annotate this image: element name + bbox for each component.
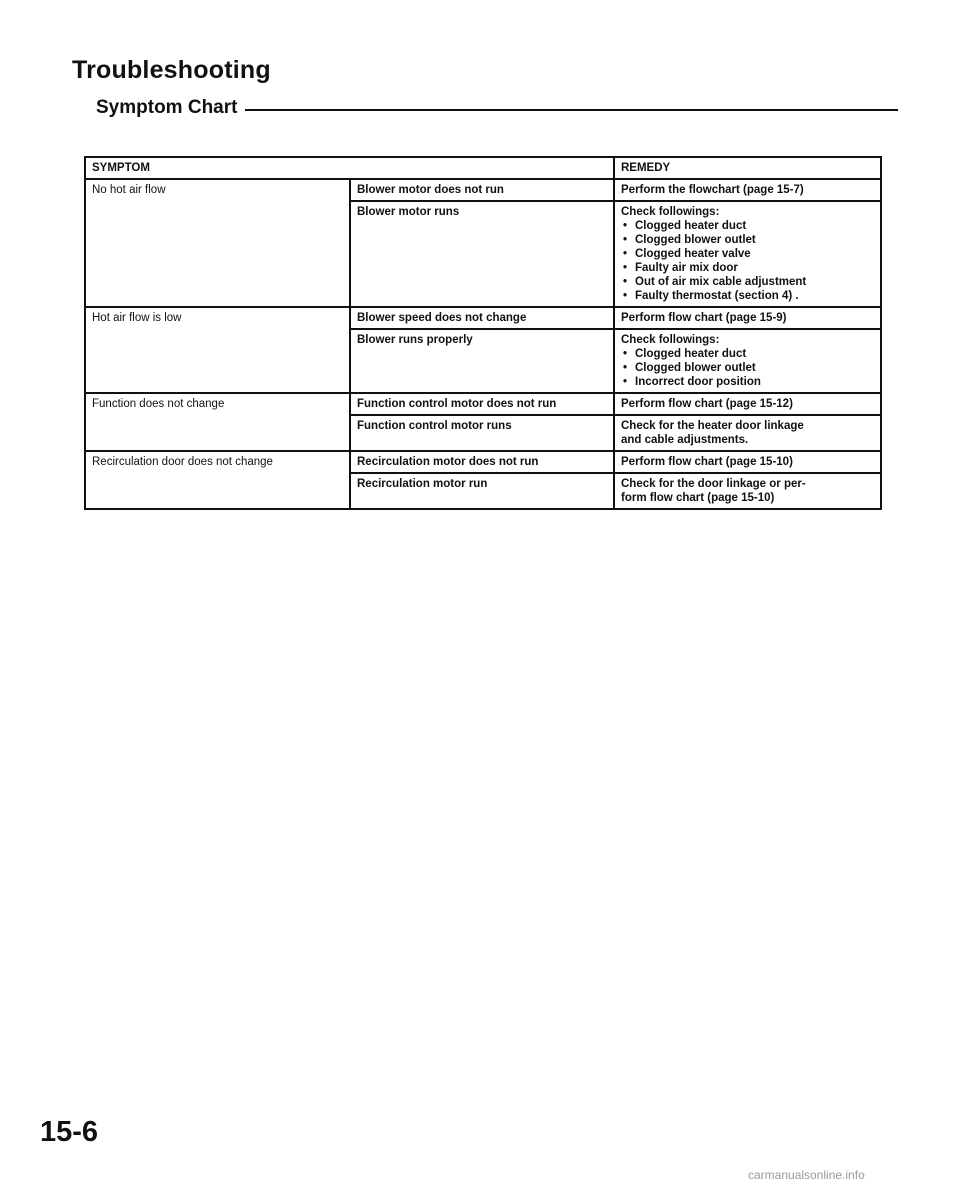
heading-rule bbox=[245, 109, 898, 111]
table-row bbox=[85, 451, 881, 473]
remedy-text: Check for the door linkage or per- bbox=[621, 478, 806, 490]
remedy-bullet-item: • Clogged heater duct bbox=[621, 219, 874, 233]
section-heading bbox=[96, 96, 898, 120]
remedy-cell bbox=[614, 451, 881, 473]
remedy-text: Check followings: bbox=[621, 334, 720, 346]
symptom-cell: Function does not change bbox=[85, 393, 350, 451]
symptom-cell: Hot air flow is low bbox=[85, 307, 350, 393]
symptom-table bbox=[84, 156, 882, 510]
remedy-text: Perform flow chart (page 15-9) bbox=[621, 312, 787, 324]
page-number: 15-6 bbox=[40, 1116, 99, 1148]
remedy-text: Check for the heater door linkage bbox=[621, 420, 804, 432]
remedy-text: Perform the flowchart (page 15-7) bbox=[621, 184, 804, 196]
remedy-bullet-item: • Incorrect door position bbox=[621, 375, 874, 389]
symptom-cell: No hot air flow bbox=[85, 179, 350, 307]
condition-cell: Blower motor runs bbox=[350, 201, 614, 307]
remedy-text: Check followings: bbox=[621, 206, 720, 218]
remedy-bullet-list bbox=[621, 219, 874, 303]
remedy-bullet-item: • Clogged blower outlet bbox=[621, 233, 874, 247]
condition-cell: Function control motor runs bbox=[350, 415, 614, 451]
condition-cell: Function control motor does not run bbox=[350, 393, 614, 415]
remedy-text: Perform flow chart (page 15-10) bbox=[621, 456, 793, 468]
remedy-bullet-item: • Clogged heater duct bbox=[621, 347, 874, 361]
condition-cell: Blower speed does not change bbox=[350, 307, 614, 329]
remedy-cell bbox=[614, 329, 881, 393]
condition-cell: Blower runs properly bbox=[350, 329, 614, 393]
remedy-cell bbox=[614, 393, 881, 415]
remedy-text: form flow chart (page 15-10) bbox=[621, 492, 775, 504]
watermark: carmanualsonline.info bbox=[748, 1168, 865, 1182]
section-subtitle: Symptom Chart bbox=[96, 97, 238, 118]
symptom-cell: Recirculation door does not change bbox=[85, 451, 350, 509]
table-header-row bbox=[85, 157, 881, 179]
remedy-cell bbox=[614, 201, 881, 307]
remedy-cell bbox=[614, 415, 881, 451]
table-row bbox=[85, 179, 881, 201]
remedy-bullet-item: • Clogged heater valve bbox=[621, 247, 874, 261]
remedy-cell bbox=[614, 179, 881, 201]
condition-cell: Blower motor does not run bbox=[350, 179, 614, 201]
remedy-text: and cable adjustments. bbox=[621, 434, 749, 446]
remedy-cell bbox=[614, 307, 881, 329]
remedy-bullet-item: • Faulty air mix door bbox=[621, 261, 874, 275]
header-symptom: SYMPTOM bbox=[85, 157, 614, 179]
remedy-bullet-list bbox=[621, 347, 874, 389]
page-title: Troubleshooting bbox=[72, 56, 271, 84]
header-remedy: REMEDY bbox=[614, 157, 881, 179]
remedy-text: Perform flow chart (page 15-12) bbox=[621, 398, 793, 410]
remedy-bullet-item: • Faulty thermostat (section 4) . bbox=[621, 289, 874, 303]
table-row bbox=[85, 393, 881, 415]
condition-cell: Recirculation motor does not run bbox=[350, 451, 614, 473]
remedy-bullet-item: • Clogged blower outlet bbox=[621, 361, 874, 375]
remedy-cell bbox=[614, 473, 881, 509]
remedy-bullet-item: • Out of air mix cable adjustment bbox=[621, 275, 874, 289]
condition-cell: Recirculation motor run bbox=[350, 473, 614, 509]
table-row bbox=[85, 307, 881, 329]
